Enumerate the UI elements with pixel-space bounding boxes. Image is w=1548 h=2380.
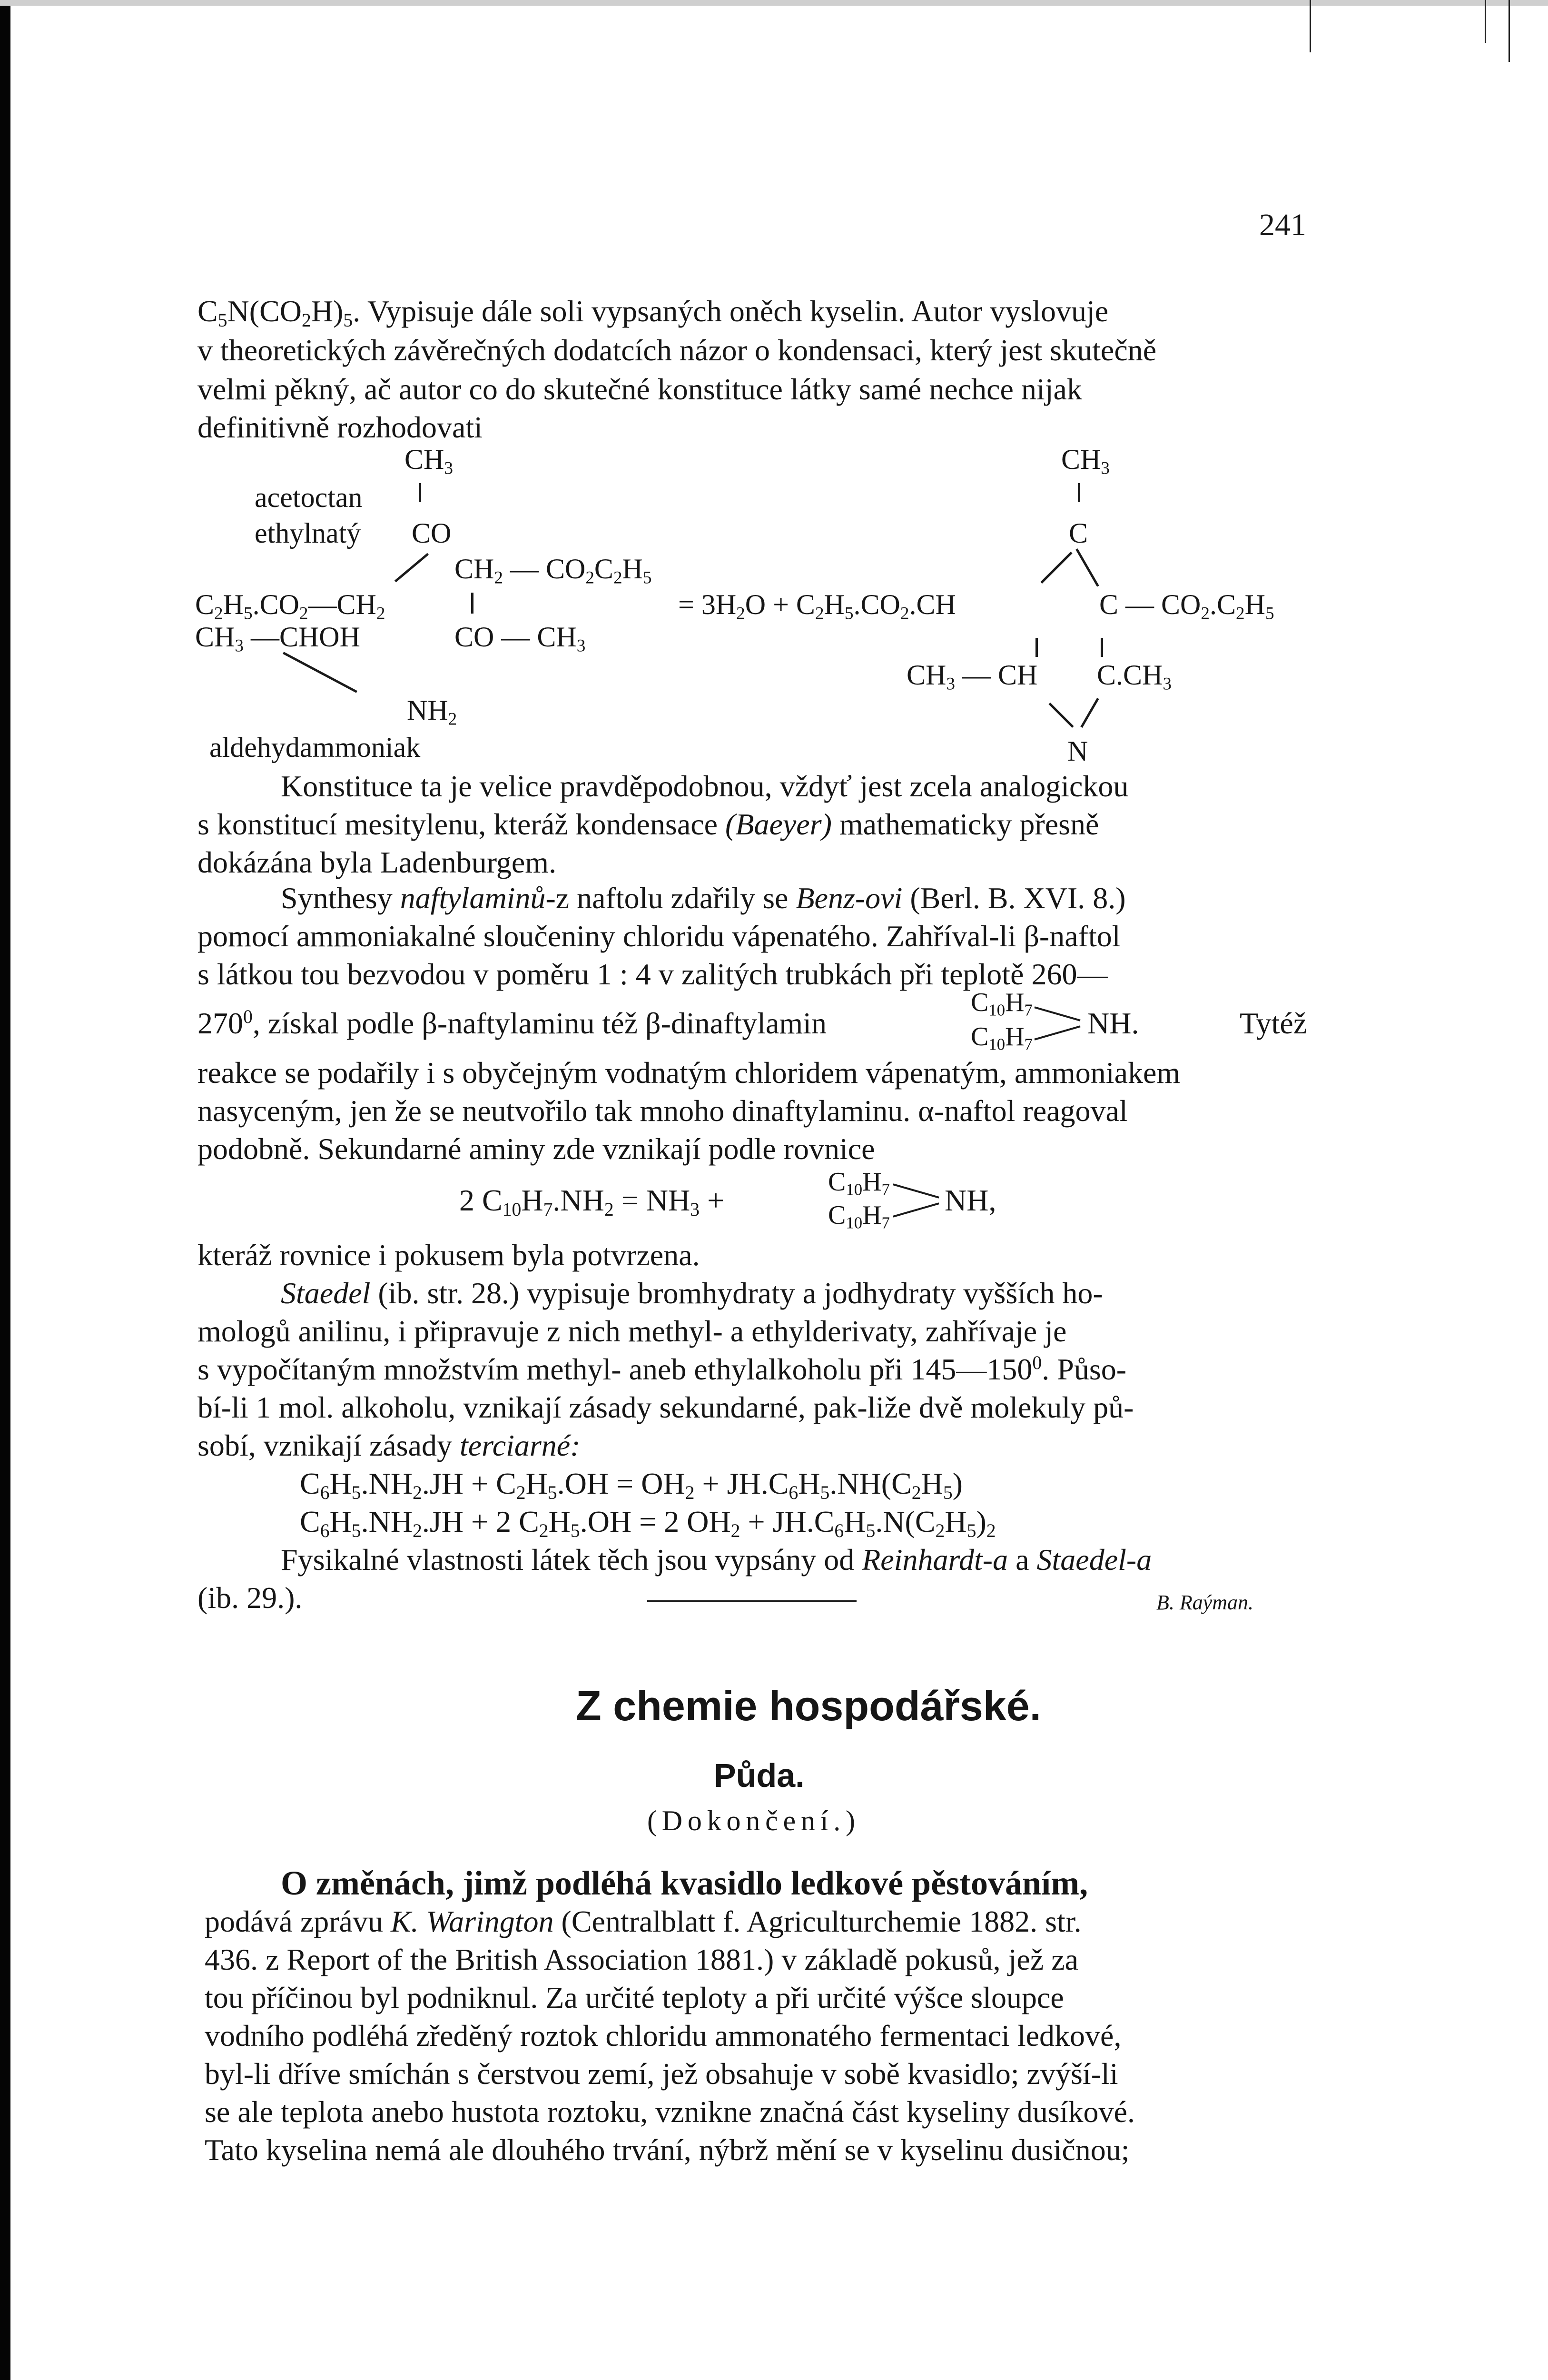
equation: $C_6H_5.NH_2.JH + C_2H_5.OH = OH_2 + JH.C_6H_5.NH(C_2H_5)$ [300,1467,963,1504]
text-line: podobně. Sekundarné aminy zde vznikají podle rovnice [197,1132,875,1166]
text-line: s konstitucí mesitylenu, kteráž kondensace (Baeyer) mathematicky přesně [197,807,1099,841]
bond-line [893,1183,939,1198]
text-line: (ib. 29.). [197,1581,303,1615]
bond-line [1080,698,1099,728]
formula-fragment: C — $CO_2.C_2H_5$ [1099,589,1274,624]
bond-line [1075,548,1099,586]
formula-fragment: $CH_3$ [404,444,453,478]
formula-fragment: N [1067,735,1088,767]
formula-fragment: $NH_2$ [407,694,457,729]
text-line: se ale teplota anebo hustota roztoku, vznikne značná část kyseliny dusíkové. [205,2095,1135,2129]
formula-label: acetoctan [255,482,363,513]
scan-border-top [0,0,1548,6]
text-line: byl-li dříve smíchán s čerstvou zemí, jež obsahuje v sobě kvasidlo; zvýší-li [205,2057,1118,2091]
text-line: sobí, vznikají zásady terciarné: [197,1428,581,1462]
text-line: Synthesy naftylaminů-z naftolu zdařily se Benz-ovi (Berl. B. XVI. 8.) [281,881,1126,915]
formula-fragment: $CH_3$ —CHOH [195,621,360,656]
formula-fragment: $C_{10}H_7$ [971,1022,1033,1054]
text-line: s vypočítaným množstvím methyl- aneb ethylalkoholu při $145—150^0$. Půso- [197,1352,1127,1386]
formula-fragment: $C.CH_3$ [1097,659,1172,694]
equation: NH, [945,1183,996,1217]
text-line: podává zprávu K. Warington (Centralblatt f. Agriculturchemie 1882. str. [205,1904,1082,1938]
text-line: v theoretických závěrečných dodatcích názor o kondensaci, který jest skutečně [197,333,1157,367]
text-line: mologů anilinu, i připravuje z nich methyl- a ethylderivaty, zahřívaje je [197,1314,1067,1348]
bond-line [1040,552,1072,584]
scan-border-left [0,0,10,2380]
text-line: Tytéž [1240,1006,1307,1040]
page-number: 241 [1259,208,1306,242]
text-line: vodního podléhá zředěný roztok chloridu ammonatého fermentaci ledkové, [205,2019,1122,2053]
formula-fragment: $C_{10}H_7$ [971,988,1033,1020]
text-line: definitivně rozhodovati [197,410,483,444]
text-line: $C_5N(CO_2H)_5$. Vypisuje dále soli vypsaných oněch kyselin. Autor vyslovuje [197,294,1109,331]
formula-fragment: $C_{10}H_7$ [828,1200,890,1232]
formula-fragment: $CH_2$ — $CO_2C_2H_5$ [454,553,652,588]
bond-line [394,553,429,583]
bond-line [419,483,421,502]
formula-label: ethylnatý [255,517,361,549]
text-line: tou příčinou byl podniknul. Za určité teploty a při určité výšce sloupce [205,1981,1064,2014]
scan-artifact-line [1310,0,1311,52]
bond-line [1034,1006,1080,1021]
scan-artifact-line [1485,0,1486,43]
formula-label: aldehydammoniak [209,732,421,763]
bond-line [283,652,357,693]
bond-line [1035,638,1038,657]
scan-artifact-line [1509,0,1510,62]
text-line: $270^0$, získal podle β-naftylaminu též β-dinaftylamin [197,1006,827,1040]
text-line: Konstituce ta je velice pravděpodobnou, vždyť jest zcela analogickou [281,769,1129,803]
text-line: NH. [1087,1006,1139,1040]
bond-line [1101,638,1103,657]
text-line: Fysikalné vlastnosti látek těch jsou vypsány od Reinhardt-a a Staedel-a [281,1543,1152,1577]
text-line: reakce se podařily i s obyčejným vodnatým chloridem vápenatým, ammoniakem [197,1056,1181,1090]
continued-note: (Dokončení.) [647,1805,860,1836]
equation: $C_6H_5.NH_2.JH + 2$ $C_2H_5.OH = 2$ $OH_2 + JH.C_6H_5.N(C_2H_5)_2$ [300,1505,996,1542]
formula-fragment: C [1069,517,1088,549]
bond-line [471,593,473,614]
separator-rule [647,1600,857,1602]
article-title: O změnách, jimž podléhá kvasidlo ledkové pěstováním, [281,1864,1088,1902]
text-line: pomocí ammoniakalné sloučeniny chloridu vápenatého. Zahříval-li β-naftol [197,919,1121,953]
section-title: Z chemie hospodářské. [576,1682,1042,1729]
formula-fragment: CO [412,517,452,549]
bond-line [1048,703,1074,728]
text-line: bí-li 1 mol. alkoholu, vznikají zásady sekundarné, pak-liže dvě molekuly pů- [197,1390,1134,1424]
text-line: dokázána byla Ladenburgem. [197,845,557,879]
bond-line [1078,483,1080,502]
text-line: nasyceným, jen že se neutvořilo tak mnoho dinaftylaminu. α-naftol reagoval [197,1094,1128,1128]
formula-fragment: $C_2H_5.CO_2—CH_2$ [195,589,385,624]
text-line: Staedel (ib. str. 28.) vypisuje bromhydraty a jodhydraty vyšších ho- [281,1276,1103,1310]
formula-fragment: $CH_3$ — CH [907,659,1038,694]
bond-line [1034,1025,1080,1040]
equation: 2 $C_{10}H_7.NH_2 = NH_3$ + [459,1183,725,1220]
formula-fragment: $C_{10}H_7$ [828,1167,890,1199]
formula-fragment: = $3H_2O + C_2H_5.CO_2.CH$ [678,589,956,624]
text-line: velmi pěkný, ač autor co do skutečné konstituce látky samé nechce nijak [197,372,1082,406]
bond-line [893,1202,939,1217]
text-line: kteráž rovnice i pokusem byla potvrzena. [197,1238,700,1272]
formula-fragment: CO — $CH_3$ [454,621,586,656]
formula-fragment: $CH_3$ [1061,444,1110,478]
subsection-title: Půda. [714,1757,805,1794]
text-line: s látkou tou bezvodou v poměru 1 : 4 v zalitých trubkách při teplotě 260— [197,957,1108,991]
text-line: 436. z Report of the British Association 1881.) v základě pokusů, jež za [205,1943,1079,1976]
signature: B. Raýman. [1156,1591,1254,1614]
text-line: Tato kyselina nemá ale dlouhého trvání, nýbrž mění se v kyselinu dusičnou; [205,2133,1130,2167]
